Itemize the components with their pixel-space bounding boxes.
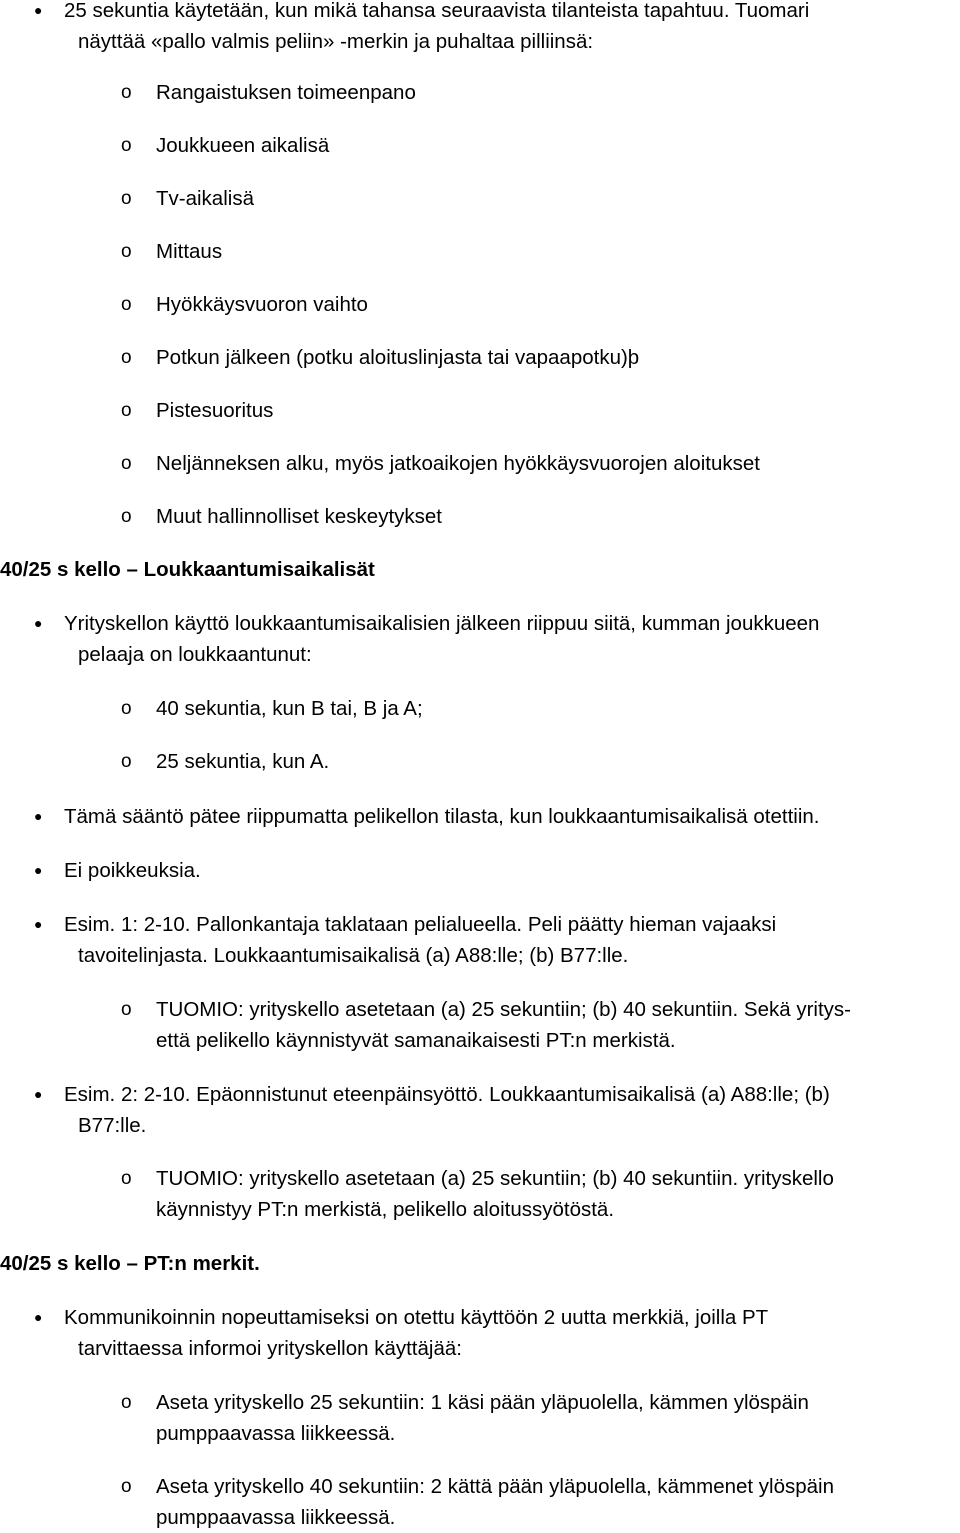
bullet-text: tavoitelinjasta. Loukkaantumisaikalisä (a) A88:lle; (b) B77:lle. [78,944,629,967]
sub-item-text: 25 sekuntia, kun A. [156,750,330,773]
situation-text: Joukkueen aikalisä [156,134,330,157]
bullet-icon: ● [34,1086,43,1102]
signal-item [0,1471,960,1533]
bullet-text: B77:lle. [78,1114,147,1137]
ruling-text: käynnistyy PT:n merkistä, pelikello aloitussyötöstä. [156,1198,615,1221]
intro-line: näyttää «pallo valmis peliin» -merkin ja puhaltaa pilliinsä: [78,30,594,53]
section-heading-pt-signals [0,1248,960,1279]
circle-bullet-icon: o [121,698,132,719]
bullet-text: Yrityskellon käyttö loukkaantumisaikalisien jälkeen riippuu siitä, kumman joukkueen [64,612,820,635]
situation-item [0,448,960,479]
circle-bullet-icon: o [121,188,132,209]
section-heading-text: 40/25 s kello – PT:n merkit. [0,1252,260,1275]
situation-item [0,289,960,320]
bullet-icon: ● [34,1309,43,1325]
circle-bullet-icon: o [121,506,132,527]
situation-text: Mittaus [156,240,223,263]
sub-item [0,693,960,724]
situation-item [0,395,960,426]
situation-item [0,183,960,214]
situation-text: Hyökkäysvuoron vaihto [156,293,368,316]
bullet-text: Ei poikkeuksia. [64,859,201,882]
circle-bullet-icon: o [121,241,132,262]
circle-bullet-icon: o [121,1168,132,1189]
ruling-item [0,1163,960,1225]
circle-bullet-icon: o [121,400,132,421]
ruling-item [0,994,960,1056]
circle-bullet-icon: o [121,294,132,315]
sub-item [0,746,960,777]
bullet-icon: ● [34,862,43,878]
bullet-item [0,801,960,832]
circle-bullet-icon: o [121,999,132,1020]
situation-text: Muut hallinnolliset keskeytykset [156,505,442,528]
intro-bullet [0,0,960,57]
circle-bullet-icon: o [121,751,132,772]
situation-text: Potkun jälkeen (potku aloituslinjasta tai vapaapotku)þ [156,346,640,369]
circle-bullet-icon: o [121,82,132,103]
signal-text: Aseta yrityskello 25 sekuntiin: 1 käsi pään yläpuolella, kämmen ylöspäin [156,1391,809,1414]
situation-text: Tv-aikalisä [156,187,254,210]
circle-bullet-icon: o [121,453,132,474]
bullet-icon: ● [34,615,43,631]
situation-text: Rangaistuksen toimeenpano [156,81,416,104]
bullet-item [0,855,960,886]
bullet-text: Esim. 1: 2-10. Pallonkantaja taklataan pelialueella. Peli päätty hieman vajaaksi [64,913,777,936]
intro-line: 25 sekuntia käytetään, kun mikä tahansa seuraavista tilanteista tapahtuu. Tuomari [64,0,810,22]
circle-bullet-icon: o [121,347,132,368]
bullet-text: Esim. 2: 2-10. Epäonnistunut eteenpäinsyöttö. Loukkaantumisaikalisä (a) A88:lle; (b) [64,1083,830,1106]
bullet-icon: ● [34,2,43,18]
example-bullet-1 [0,909,960,971]
ruling-text: TUOMIO: yrityskello asetetaan (a) 25 sekuntiin; (b) 40 sekuntiin. yrityskello [156,1167,834,1190]
ruling-text: että pelikello käynnistyvät samanaikaisesti PT:n merkistä. [156,1029,676,1052]
circle-bullet-icon: o [121,1392,132,1413]
situation-item [0,236,960,267]
bullet-text: pelaaja on loukkaantunut: [78,643,312,666]
situation-item [0,130,960,161]
signal-item [0,1387,960,1449]
bullet-icon: ● [34,916,43,932]
bullet-text: Tämä sääntö pätee riippumatta pelikellon tilasta, kun loukkaantumisaikalisä otettiin. [64,805,820,828]
signal-text: pumppaavassa liikkeessä. [156,1422,396,1445]
section-heading-text: 40/25 s kello – Loukkaantumisaikalisät [0,558,375,581]
bullet-item [0,608,960,670]
bullet-text: tarvittaessa informoi yrityskellon käyttäjää: [78,1337,462,1360]
situation-item [0,342,960,373]
signal-text: pumppaavassa liikkeessä. [156,1506,396,1529]
situation-item [0,77,960,108]
situation-text: Pistesuoritus [156,399,274,422]
signal-text: Aseta yrityskello 40 sekuntiin: 2 kättä pään yläpuolella, kämmenet ylöspäin [156,1475,835,1498]
circle-bullet-icon: o [121,135,132,156]
sub-item-text: 40 sekuntia, kun B tai, B ja A; [156,697,423,720]
ruling-text: TUOMIO: yrityskello asetetaan (a) 25 sekuntiin; (b) 40 sekuntiin. Sekä yritys- [156,998,851,1021]
bullet-text: Kommunikoinnin nopeuttamiseksi on otettu käyttöön 2 uutta merkkiä, joilla PT [64,1306,769,1329]
bullet-item [0,1302,960,1364]
example-bullet-2 [0,1079,960,1141]
situation-text: Neljänneksen alku, myös jatkoaikojen hyökkäysvuorojen aloitukset [156,452,760,475]
situation-item [0,501,960,532]
section-heading-injury-timeouts [0,554,960,585]
bullet-icon: ● [34,808,43,824]
circle-bullet-icon: o [121,1476,132,1497]
